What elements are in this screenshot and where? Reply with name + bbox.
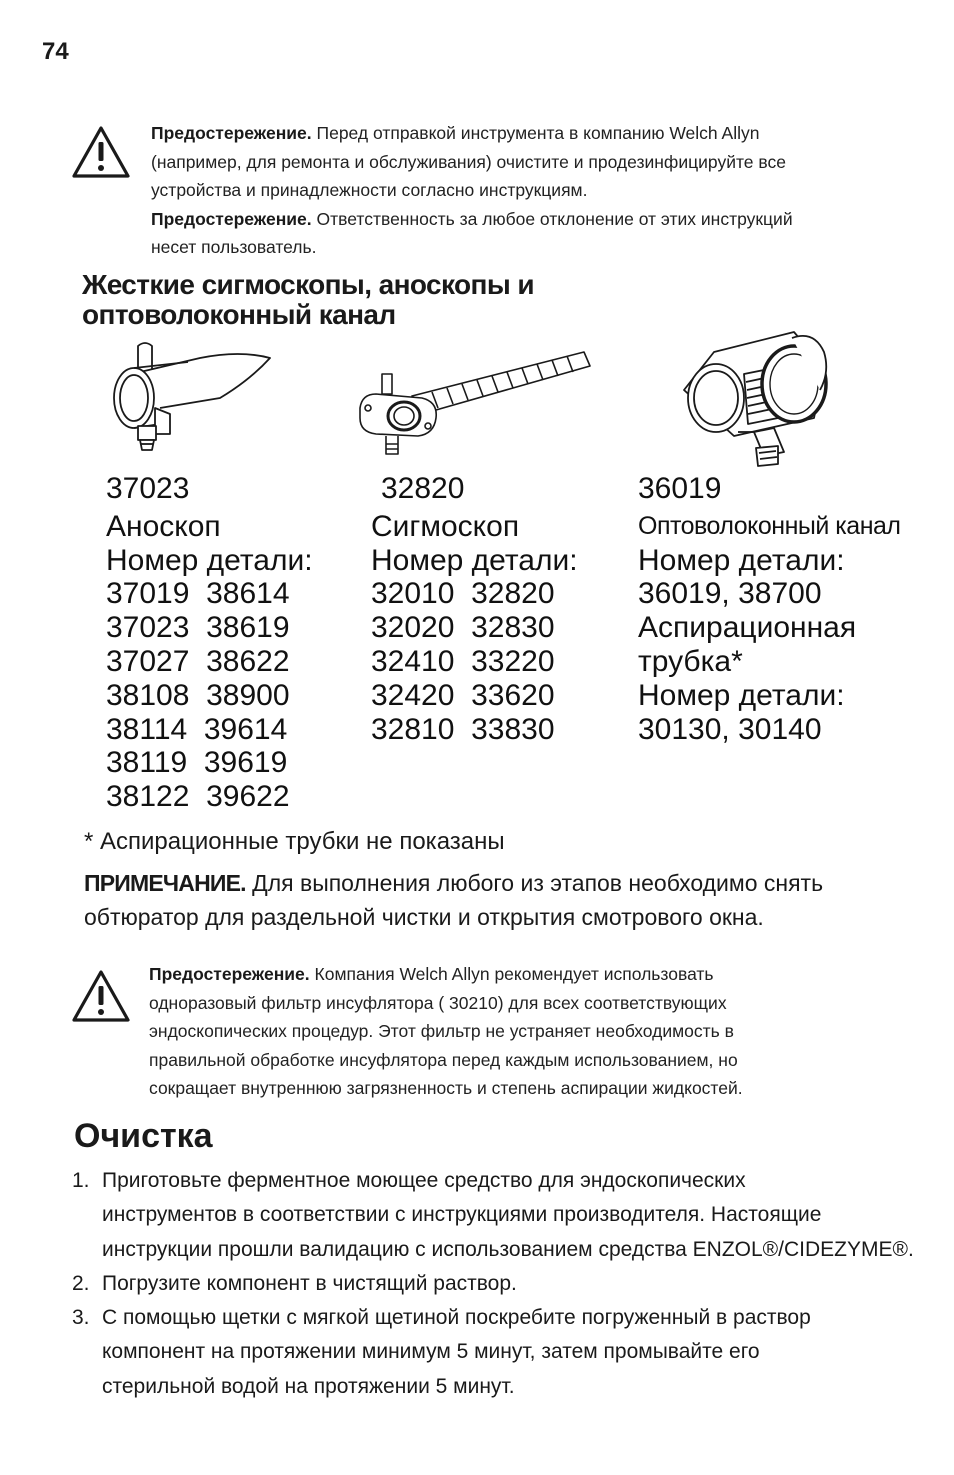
caution-label: Предостережение.: [151, 123, 312, 143]
warning-icon: [70, 968, 132, 1024]
model-number: 36019: [638, 472, 722, 505]
step-number: 2.: [72, 1271, 90, 1295]
step-text: Приготовьте ферментное моющее средство для эндоскопических: [102, 1169, 746, 1192]
cleaning-steps: [72, 1164, 922, 1404]
part-number-row: 37027 38622: [106, 644, 290, 678]
part-number-row: 32420 33620: [371, 678, 555, 712]
step-number: 1.: [72, 1169, 90, 1192]
part-number-row: 36019, 38700: [638, 577, 822, 611]
part-number-row: 37023 38619: [106, 611, 290, 645]
warning-caution-1: [151, 119, 911, 262]
caution-label: Предостережение.: [151, 208, 312, 229]
section-title-line: оптоволоконный канал: [82, 299, 396, 330]
model-number: 37023: [106, 472, 190, 505]
warning-caution-2: [149, 960, 909, 1103]
caution-text: Компания Welch Allyn рекомендует использовать: [314, 964, 714, 984]
note-text: Для выполнения любого из этапов необходимо снять: [252, 870, 824, 896]
caution-text: несет пользователь.: [151, 237, 317, 257]
part-number-row: 37019 38614: [106, 577, 290, 611]
part-number-row: 38114 39614: [106, 712, 288, 746]
model-number: 32820: [381, 472, 465, 505]
fiber-optic-channel-illustration: [674, 328, 914, 448]
anoscope-illustration: [100, 338, 340, 458]
note-text: обтюратор для раздельной чистки и открытия смотрового окна.: [84, 904, 764, 930]
list-item: [72, 1267, 922, 1301]
part-number-row: 32010 32820: [371, 577, 555, 611]
section-title: [82, 270, 534, 330]
instrument-name: Аноскоп: [106, 509, 221, 543]
part-number-row: 38122 39622: [106, 780, 290, 814]
anoscope-column: [106, 472, 313, 814]
caution-text: Ответственность за любое отклонение от этих инструкций: [316, 208, 793, 229]
step-text: Погрузите компонент в чистящий раствор.: [102, 1271, 517, 1295]
caution-text: (например, для ремонта и обслуживания) очистите и продезинфицируйте все: [151, 151, 786, 172]
note-label: ПРИМЕЧАНИЕ.: [84, 870, 246, 896]
cleaning-heading: Очистка: [74, 1117, 213, 1155]
step-text: стерильной водой на протяжении 5 минут.: [102, 1374, 515, 1398]
list-item: [72, 1301, 922, 1404]
footnote: * Аспирационные трубки не показаны: [84, 828, 505, 855]
part-number-row: 38119 39619: [106, 746, 288, 780]
caution-label: Предостережение.: [149, 964, 310, 984]
part-number-label: Номер детали:: [638, 543, 845, 577]
caution-text: эндоскопических процедур. Этот фильтр не устраняет необходимость в: [149, 1021, 734, 1041]
part-number-row: 32810 33830: [371, 712, 555, 746]
part-number-row: 32410 33220: [371, 644, 555, 678]
step-text: компонент на протяжении минимум 5 минут, затем промывайте его: [102, 1340, 760, 1364]
instrument-name: Оптоволоконный канал: [638, 511, 901, 540]
part-number-row: 38108 38900: [106, 678, 290, 712]
part-number-row: трубка*: [638, 644, 743, 678]
step-text: С помощью щетки с мягкой щетиной поскребите погруженный в раствор: [102, 1306, 811, 1330]
caution-text: Перед отправкой инструмента в компанию Welch Allyn: [316, 123, 760, 143]
instrument-name: Сигмоскоп: [371, 509, 520, 543]
sigmoidoscope-illustration: [352, 346, 592, 466]
part-number-row: 30130, 30140: [638, 712, 822, 746]
step-text: инструментов в соответствии с инструкциями производителя. Настоящие: [102, 1203, 822, 1227]
section-title-line: Жесткие сигмоскопы, аноскопы и: [82, 269, 534, 300]
caution-text: одноразовый фильтр инсуфлятора ( 30210) для всех соответствующих: [149, 992, 727, 1013]
part-number-row: Номер детали:: [638, 678, 845, 712]
page-number: 74: [42, 38, 69, 65]
caution-text: сокращает внутреннюю загрязненность и степень аспирации жидкостей.: [149, 1078, 743, 1098]
part-number-row: 32020 32830: [371, 611, 555, 645]
sigmoidoscope-column: [371, 472, 578, 746]
note: [84, 866, 884, 934]
list-item: [72, 1164, 922, 1267]
part-number-label: Номер детали:: [106, 543, 313, 577]
caution-text: устройства и принадлежности согласно инструкциям.: [151, 180, 588, 200]
part-number-label: Номер детали:: [371, 543, 578, 577]
caution-text: правильной обработке инсуфлятора перед каждым использованием, но: [149, 1049, 738, 1070]
step-number: 3.: [72, 1306, 90, 1330]
part-number-row: Аспирационная: [638, 611, 857, 645]
warning-icon: [70, 124, 132, 180]
step-text: инструкции прошли валидацию с использованием средства ENZOL®/CIDEZYME®.: [102, 1237, 914, 1261]
fiber-optic-column: [638, 472, 901, 746]
